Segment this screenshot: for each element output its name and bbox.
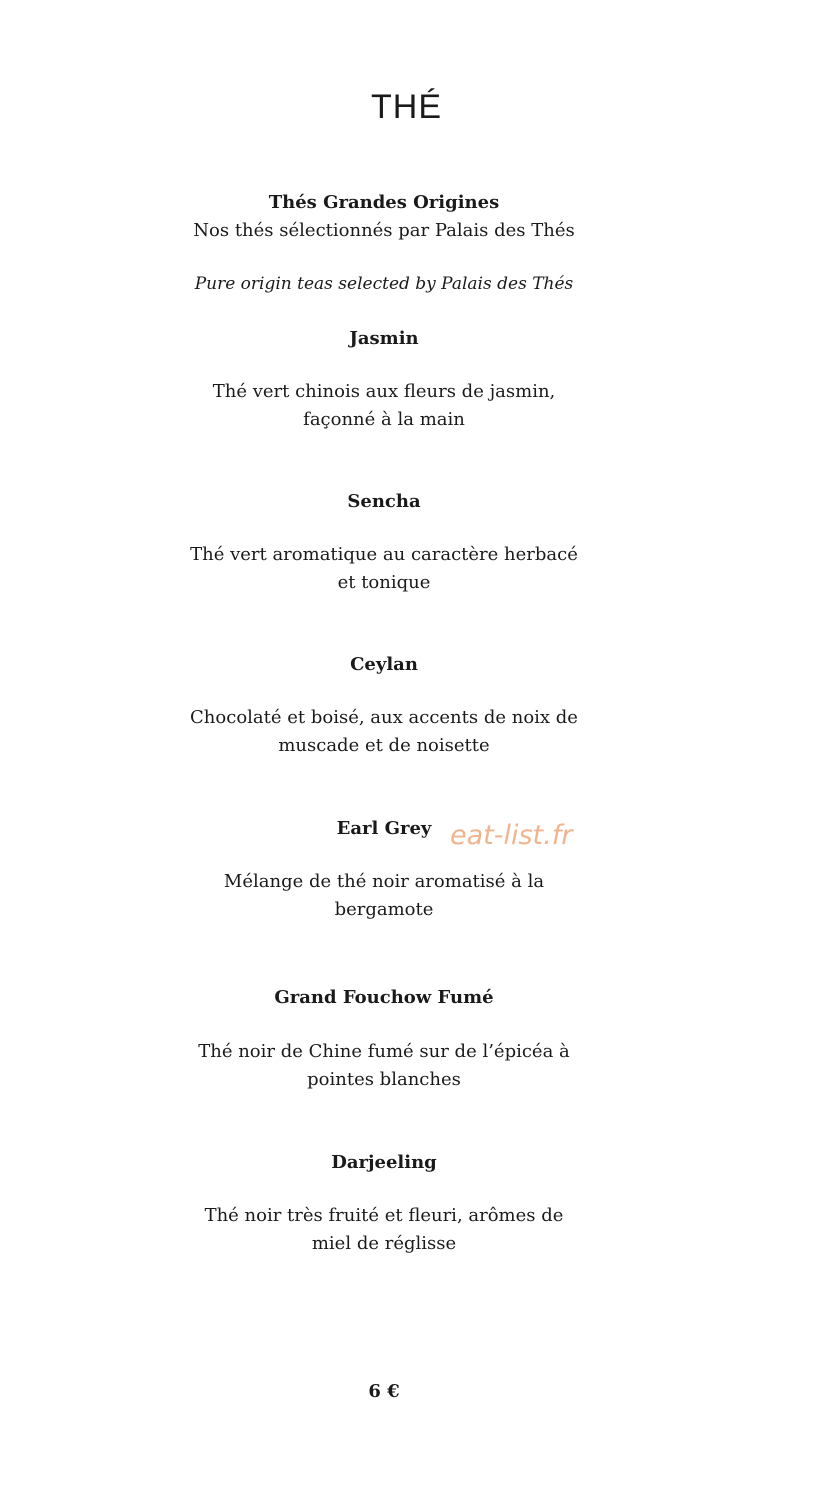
tea-description-line: et tonique	[337, 572, 431, 593]
tea-name-jasmin: Jasmin	[349, 328, 419, 349]
section-subtitle-en: Pure origin teas selected by Palais des Thés	[194, 274, 574, 294]
tea-name-earl-grey: Earl Grey	[336, 818, 432, 839]
tea-description-sencha	[184, 541, 584, 597]
tea-description-jasmin	[184, 378, 584, 434]
price: 6 €	[368, 1381, 400, 1402]
tea-description-line: muscade et de noisette	[278, 735, 490, 756]
tea-description-line: bergamote	[334, 899, 434, 920]
tea-description-ceylan	[184, 704, 584, 760]
page-title: THÉ	[371, 88, 442, 126]
tea-description-line: Thé noir très fruité et fleuri, arômes de	[204, 1205, 564, 1226]
section-subtitle-fr: Nos thés sélectionnés par Palais des Thés	[193, 220, 575, 241]
tea-description-line: Thé vert chinois aux fleurs de jasmin,	[212, 381, 556, 402]
tea-name-sencha: Sencha	[347, 491, 421, 512]
tea-description-line: miel de réglisse	[311, 1233, 457, 1254]
tea-name-darjeeling: Darjeeling	[331, 1152, 437, 1173]
tea-description-line: Chocolaté et boisé, aux accents de noix de	[190, 707, 578, 728]
tea-description-darjeeling	[184, 1202, 584, 1258]
tea-description-line: façonné à la main	[303, 409, 465, 430]
tea-description-line: Mélange de thé noir aromatisé à la	[223, 871, 545, 892]
watermark: eat-list.fr	[450, 820, 573, 851]
section-heading: Thés Grandes Origines	[268, 192, 500, 213]
tea-name-grand-fouchow-fume: Grand Fouchow Fumé	[274, 987, 494, 1008]
tea-description-earl-grey	[184, 868, 584, 924]
tea-description-grand-fouchow-fume	[184, 1038, 584, 1094]
tea-description-line: Thé vert aromatique au caractère herbacé	[190, 544, 578, 565]
tea-description-line: Thé noir de Chine fumé sur de l’épicéa à	[198, 1041, 570, 1062]
tea-name-ceylan: Ceylan	[350, 654, 418, 675]
tea-description-line: pointes blanches	[307, 1069, 461, 1090]
